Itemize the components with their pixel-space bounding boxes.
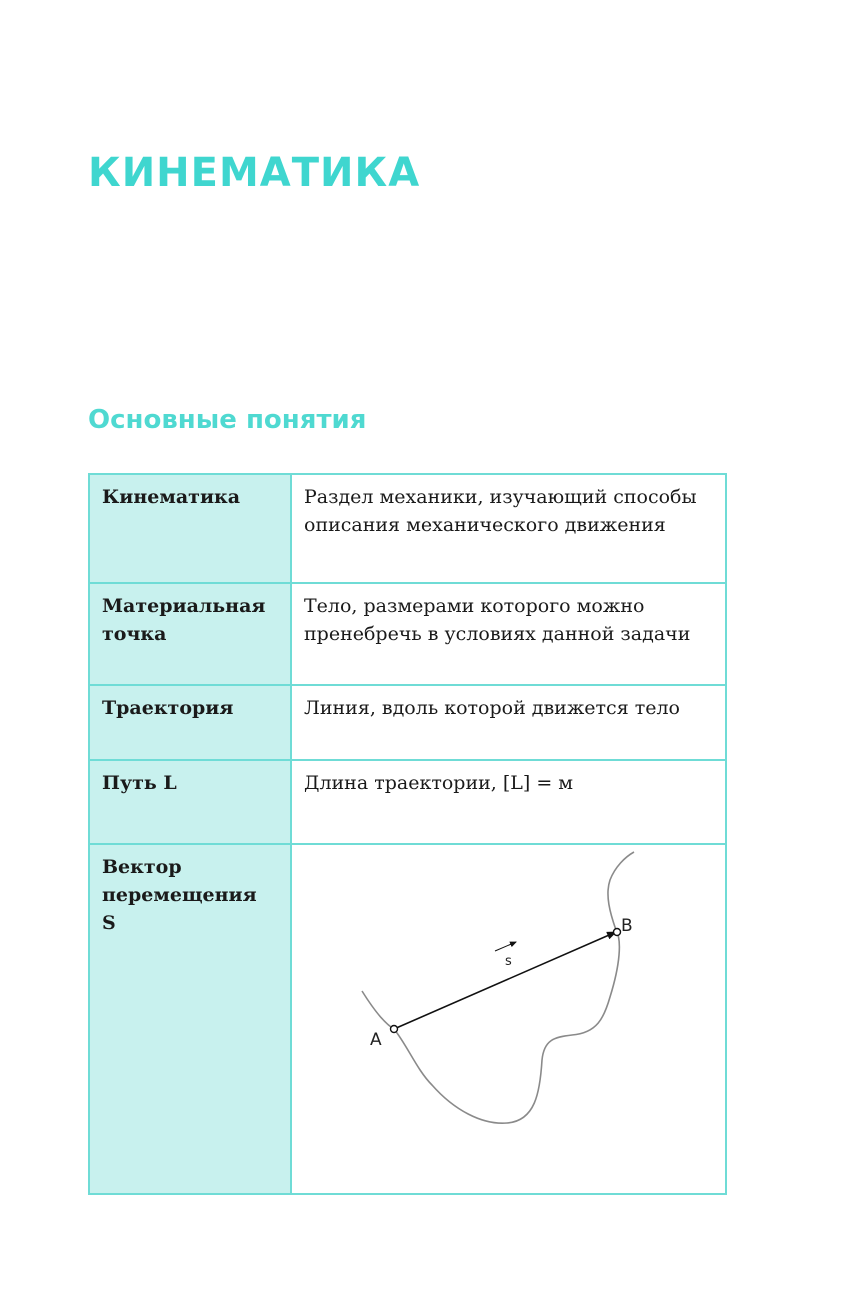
term-text: S: [102, 912, 116, 934]
term-cell: [89, 685, 291, 760]
vector-label: s: [505, 954, 512, 969]
definition-cell: Тело, размерами которого можно пренебречь в условиях данной задачи: [291, 583, 726, 685]
point-b-marker: [614, 929, 621, 936]
term-cell: [89, 474, 291, 583]
term-cell: [89, 844, 291, 1194]
table-row: [89, 474, 726, 583]
point-a-label: A: [370, 1030, 382, 1050]
point-a-marker: [391, 1026, 398, 1033]
table-row: [89, 844, 726, 1194]
term-text: Кинематика: [102, 486, 241, 508]
term-text: Материальная: [102, 595, 266, 617]
table-row: [89, 685, 726, 760]
displacement-diagram: [292, 845, 729, 1195]
term-text: Траектория: [102, 697, 234, 719]
definition-cell: Линия, вдоль которой движется тело: [291, 685, 726, 760]
table-row: [89, 760, 726, 844]
point-b-label: B: [621, 916, 633, 936]
term-text: Вектор: [102, 856, 182, 878]
term-cell: [89, 760, 291, 844]
term-text: перемещения: [102, 884, 257, 906]
term-cell: [89, 583, 291, 685]
definition-cell: Раздел механики, изучающий способы описания механического движения: [291, 474, 726, 583]
section-title: Основные понятия: [88, 405, 367, 435]
terms-table: [88, 473, 727, 1195]
term-text: Путь L: [102, 772, 177, 794]
term-text: точка: [102, 623, 167, 645]
chapter-title: КИНЕМАТИКА: [88, 150, 421, 196]
trajectory-curve: [362, 852, 634, 1123]
definition-cell: Длина траектории, [L] = м: [291, 760, 726, 844]
displacement-diagram-cell: [291, 844, 726, 1194]
vector-symbol-arrow: [495, 942, 516, 951]
table-row: [89, 583, 726, 685]
